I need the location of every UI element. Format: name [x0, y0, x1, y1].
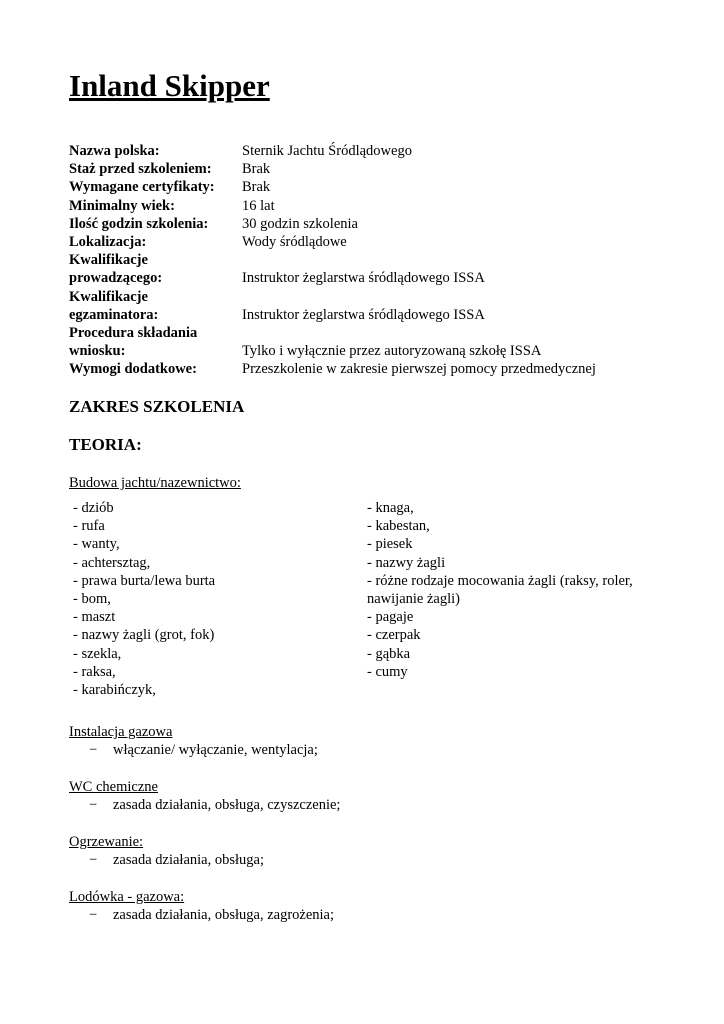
info-label: Ilość godzin szkolenia:	[69, 215, 209, 232]
list-item: - nazwy żagli (grot, fok)	[73, 627, 215, 644]
info-row	[69, 160, 669, 178]
info-row	[69, 197, 669, 215]
list-item: - achtersztag,	[73, 554, 151, 571]
dash-bullet: −	[89, 797, 98, 813]
list-item: - szekla,	[73, 645, 122, 662]
info-value: 16 lat	[242, 197, 275, 214]
list-item: - prawa burta/lewa burta	[73, 572, 216, 589]
info-label: Nazwa polska:	[69, 143, 160, 159]
page-title: Inland Skipper	[69, 68, 270, 103]
budowa-right-list	[367, 499, 652, 681]
info-value: Brak	[242, 179, 271, 196]
dash-bullet: −	[89, 852, 98, 868]
info-label: Lokalizacja:	[69, 234, 147, 251]
section-title-wc: WC chemiczne	[69, 779, 158, 795]
section-item	[89, 906, 334, 924]
info-label: Minimalny wiek:	[69, 197, 175, 214]
list-item: - cumy	[367, 663, 408, 680]
info-row	[69, 251, 669, 287]
list-item: - różne rodzaje mocowania żagli (raksy, roler, nawijanie żagli)	[367, 572, 633, 608]
budowa-title: Budowa jachtu/nazewnictwo:	[69, 475, 241, 491]
course-info-table	[69, 142, 669, 379]
list-item: - karabińczyk,	[73, 682, 156, 699]
section-heading-teoria: TEORIA:	[69, 435, 142, 454]
section-title-instalacja: Instalacja gazowa	[69, 724, 173, 740]
list-item: - bom,	[73, 591, 111, 608]
info-value: Instruktor żeglarstwa śródlądowego ISSA	[242, 306, 485, 323]
info-value: Instruktor żeglarstwa śródlądowego ISSA	[242, 270, 485, 287]
info-value: Brak	[242, 161, 271, 178]
list-item: - wanty,	[73, 536, 120, 553]
dash-bullet: −	[89, 742, 98, 758]
section-heading-zakres: ZAKRES SZKOLENIA	[69, 397, 245, 416]
section-item	[89, 851, 264, 869]
section-item-text: zasada działania, obsługa;	[113, 852, 264, 868]
list-item: - maszt	[73, 609, 116, 626]
section-title-lodowka: Lodówka - gazowa:	[69, 889, 185, 905]
info-value: Tylko i wyłącznie przez autoryzowaną szkołę ISSA	[242, 343, 542, 360]
list-item: - kabestan,	[367, 518, 430, 535]
info-value: Wody śródlądowe	[242, 234, 347, 251]
info-row	[69, 178, 669, 196]
list-item: - dziób	[73, 500, 114, 516]
section-item-text: zasada działania, obsługa, zagrożenia;	[113, 907, 335, 923]
info-row	[69, 142, 669, 160]
info-label: Kwalifikacje prowadzącego:	[69, 252, 163, 287]
info-row	[69, 215, 669, 233]
section-title-ogrzewanie: Ogrzewanie:	[69, 834, 144, 850]
list-item: - raksa,	[73, 663, 116, 680]
info-row	[69, 233, 669, 251]
info-row	[69, 360, 669, 378]
section-item-text: zasada działania, obsługa, czyszczenie;	[113, 797, 341, 813]
list-item: - piesek	[367, 536, 413, 553]
section-item	[89, 741, 318, 759]
info-value: Przeszkolenie w zakresie pierwszej pomocy przedmedycznej	[242, 361, 596, 378]
info-label: Staż przed szkoleniem:	[69, 161, 212, 178]
section-item	[89, 796, 340, 814]
info-label: Wymogi dodatkowe:	[69, 361, 197, 378]
list-item: - rufa	[73, 518, 105, 535]
section-item-text: włączanie/ wyłączanie, wentylacja;	[113, 742, 318, 758]
list-item: - knaga,	[367, 500, 414, 516]
list-item: - nazwy żagli	[367, 554, 446, 571]
list-item: - gąbka	[367, 645, 411, 662]
budowa-left-list	[73, 499, 353, 699]
info-label: Kwalifikacje egzaminatora:	[69, 288, 159, 323]
info-row	[69, 288, 669, 324]
info-value: 30 godzin szkolenia	[242, 215, 358, 232]
info-value: Sternik Jachtu Śródlądowego	[242, 143, 412, 159]
info-label: Wymagane certyfikaty:	[69, 179, 215, 196]
info-row	[69, 324, 669, 360]
list-item: - czerpak	[367, 627, 421, 644]
info-label: Procedura składania wniosku:	[69, 325, 198, 360]
dash-bullet: −	[89, 907, 98, 923]
list-item: - pagaje	[367, 609, 414, 626]
